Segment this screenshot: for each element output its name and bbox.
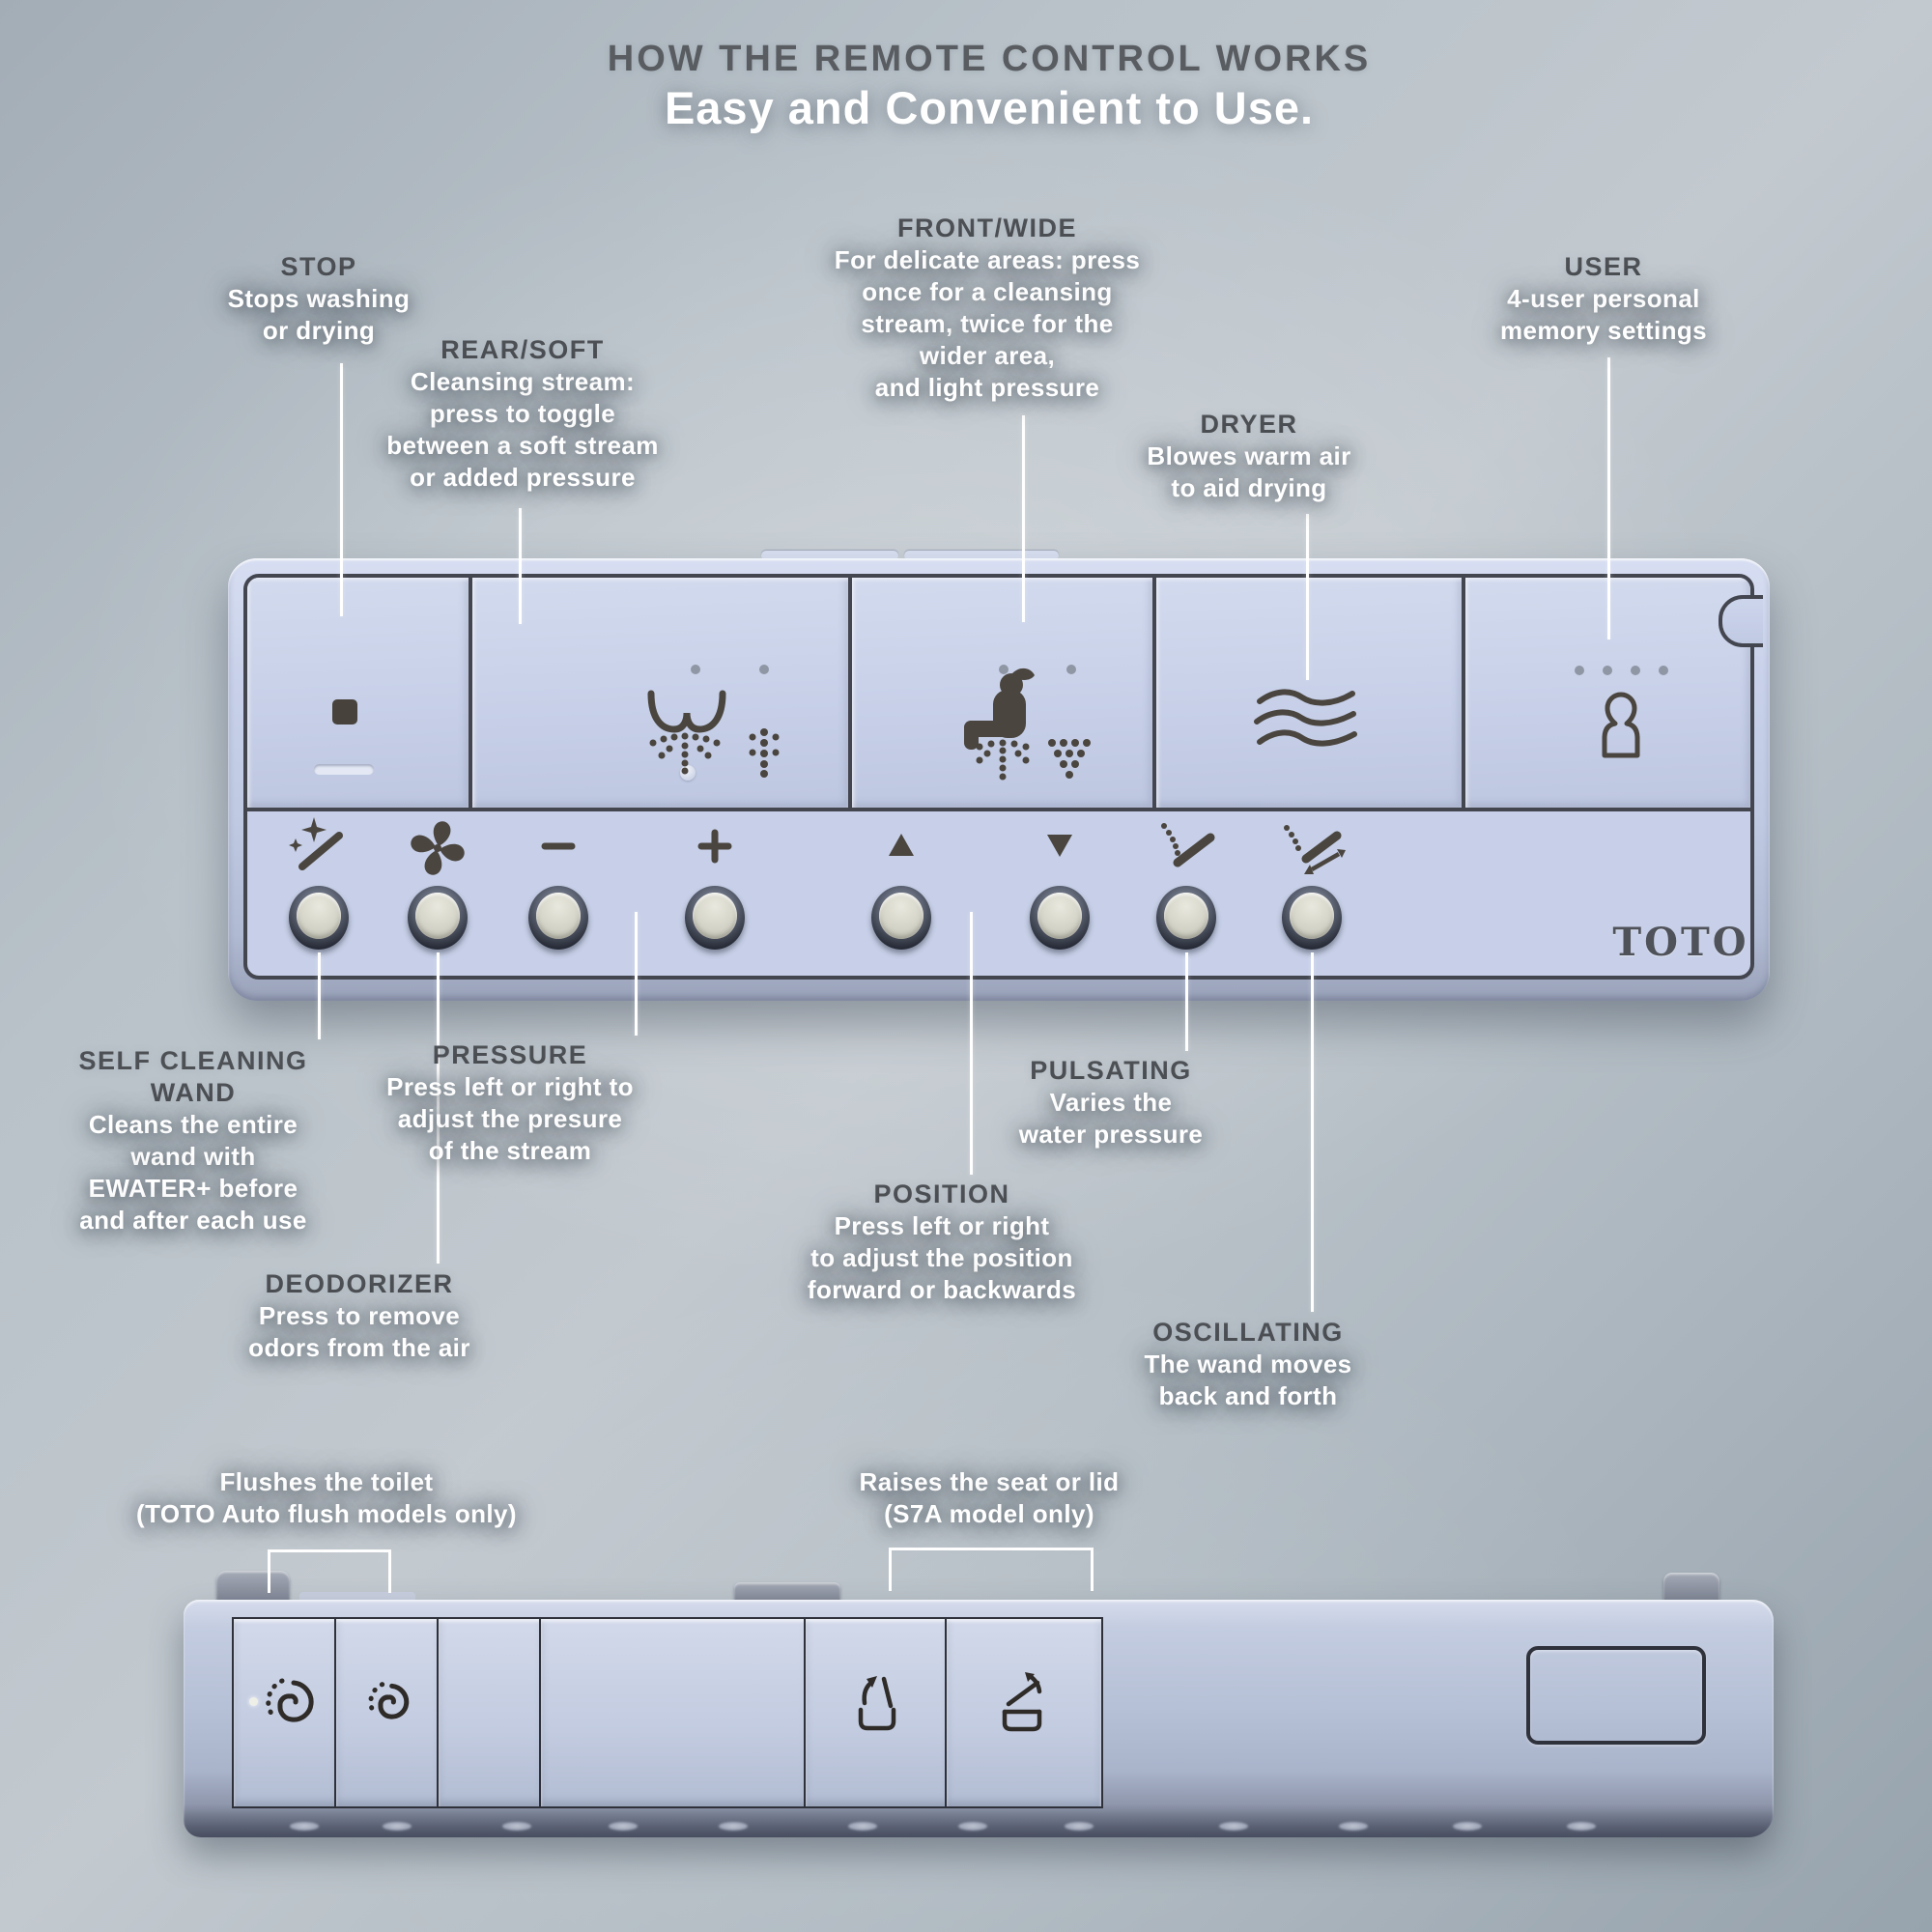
label-title: FRONT/WIDE [897, 213, 1077, 242]
remote-foot [502, 1822, 531, 1831]
label-title: WAND [150, 1078, 237, 1107]
dryer-icon [1244, 678, 1379, 761]
self-cleaning-wand-icon [285, 814, 353, 882]
label-title: PRESSURE [432, 1040, 588, 1069]
hanger-notch [1719, 595, 1763, 647]
blank-wide-button [539, 1617, 810, 1808]
label-lines [720, 1210, 1164, 1306]
label-line: Press left or right [834, 1211, 1050, 1240]
label-line: Press left or right to [386, 1072, 634, 1101]
label-title: DEODORIZER [265, 1269, 454, 1298]
leader-line-self-cleaning-wand [318, 952, 321, 1039]
label-line: or drying [262, 316, 376, 345]
label-line: The wand moves [1144, 1350, 1352, 1378]
label-line: Cleansing stream: [410, 367, 636, 396]
oscillating-icon [1276, 809, 1351, 884]
button-cap [1290, 893, 1334, 939]
user-icon [1546, 649, 1700, 780]
position-up-button[interactable] [871, 886, 931, 950]
label-deodorizer [137, 1268, 582, 1364]
label-title: POSITION [873, 1179, 1010, 1208]
label-line: or added pressure [410, 463, 636, 492]
position-down-button[interactable] [1030, 886, 1090, 950]
remote-foot [1219, 1822, 1248, 1831]
label-rear-soft [300, 334, 745, 494]
bracket-flush [268, 1549, 391, 1593]
pressure-plus-button[interactable] [685, 886, 745, 950]
button-cap [297, 893, 341, 939]
label-line: Blowes warm air [1147, 441, 1351, 470]
label-dryer [1027, 409, 1471, 504]
label-lines [765, 244, 1209, 404]
label-line: Raises the seat or lid [859, 1467, 1120, 1496]
page-subtitle: Easy and Convenient to Use. [664, 82, 1315, 133]
label-line: 4-user personal [1507, 284, 1700, 313]
rear-soft-icon [626, 649, 819, 794]
oscillating-button[interactable] [1282, 886, 1342, 950]
button-cap [1037, 893, 1082, 939]
front-wide-icon [918, 649, 1140, 804]
label-lines [1381, 283, 1826, 347]
button-cap [415, 893, 460, 939]
label-line: and after each use [79, 1206, 307, 1235]
label-line: and light pressure [874, 373, 1100, 402]
leader-line-pulsating [1185, 952, 1188, 1051]
remote-foot [609, 1822, 638, 1831]
label-line: odors from the air [248, 1333, 470, 1362]
button-cap [536, 893, 581, 939]
label-pulsating [889, 1055, 1333, 1151]
label-flush [104, 1466, 549, 1530]
remote-foot [1453, 1822, 1482, 1831]
stop-icon [332, 699, 357, 724]
label-line: For delicate areas: press [834, 245, 1141, 274]
label-stop [97, 251, 541, 347]
label-line: Stops washing [227, 284, 411, 313]
label-line: memory settings [1499, 316, 1708, 345]
triangle-up-icon [867, 814, 935, 882]
lid-raise-icon [987, 1667, 1057, 1737]
label-line: press to toggle [429, 399, 616, 428]
label-line: Press to remove [258, 1301, 461, 1330]
label-lines [889, 1087, 1333, 1151]
button-cap [693, 893, 737, 939]
row-divider [247, 808, 1750, 811]
label-lines [288, 1071, 732, 1167]
label-pressure [288, 1039, 732, 1167]
button-cap [1164, 893, 1208, 939]
label-line: Varies the [1049, 1088, 1173, 1117]
button-divider [848, 578, 852, 808]
button-divider [1462, 578, 1465, 808]
leader-line-user [1607, 357, 1610, 639]
remote-foot [383, 1822, 412, 1831]
pulsating-button[interactable] [1156, 886, 1216, 950]
deodorizer-fan-icon [404, 814, 471, 882]
label-raise [767, 1466, 1211, 1530]
label-title: STOP [280, 252, 357, 281]
pulsating-icon [1152, 810, 1224, 882]
label-oscillating [1026, 1317, 1470, 1412]
label-line: forward or backwards [807, 1275, 1077, 1304]
label-line: stream, twice for the [861, 309, 1114, 338]
leader-line-front-wide [1022, 415, 1025, 622]
label-line: wider area, [919, 341, 1056, 370]
battery-cover [1526, 1646, 1706, 1745]
page-title: HOW THE REMOTE CONTROL WORKS [607, 39, 1372, 79]
flush-eco-spiral-icon [361, 1673, 419, 1731]
label-line: adjust the presure [397, 1104, 623, 1133]
label-title: SELF CLEANING [78, 1046, 308, 1075]
label-line: EWATER+ before [88, 1174, 298, 1203]
remote-foot [290, 1822, 319, 1831]
label-title: PULSATING [1030, 1056, 1192, 1085]
remote-foot [1065, 1822, 1094, 1831]
label-line: wand with [130, 1142, 256, 1171]
label-title: REAR/SOFT [440, 335, 605, 364]
minus-icon [525, 814, 592, 882]
label-position [720, 1179, 1164, 1306]
button-divider [469, 578, 472, 808]
label-line: water pressure [1018, 1120, 1204, 1149]
blank-button[interactable] [437, 1617, 545, 1808]
self-cleaning-wand-button[interactable] [289, 886, 349, 950]
plus-icon [681, 814, 749, 882]
triangle-down-icon [1026, 814, 1094, 882]
stop-led-window [314, 764, 374, 775]
label-lines [1027, 440, 1471, 504]
label-title: DRYER [1200, 410, 1298, 439]
remote-foot [848, 1822, 877, 1831]
label-title: OSCILLATING [1152, 1318, 1344, 1347]
label-line: Cleans the entire [88, 1110, 298, 1139]
label-front-wide [765, 213, 1209, 404]
remote-foot [958, 1822, 987, 1831]
label-line: Flushes the toilet [219, 1467, 434, 1496]
remote-foot [719, 1822, 748, 1831]
label-line: once for a cleansing [862, 277, 1113, 306]
label-line: to aid drying [1171, 473, 1327, 502]
button-cap [879, 893, 923, 939]
label-line: of the stream [428, 1136, 592, 1165]
leader-line-dryer [1306, 514, 1309, 680]
leader-line-rear-soft [519, 508, 522, 624]
label-user [1381, 251, 1826, 347]
label-lines [767, 1466, 1211, 1530]
label-lines [137, 1300, 582, 1364]
label-line: back and forth [1158, 1381, 1338, 1410]
leader-line-pressure [635, 912, 638, 1036]
pressure-minus-button[interactable] [528, 886, 588, 950]
label-line: (S7A model only) [884, 1499, 1094, 1528]
remote-foot [1339, 1822, 1368, 1831]
remote-foot [1567, 1822, 1596, 1831]
label-line: to adjust the position [810, 1243, 1073, 1272]
label-line: (TOTO Auto flush models only) [136, 1499, 517, 1528]
label-line: between a soft stream [386, 431, 659, 460]
deodorizer-button[interactable] [408, 886, 468, 950]
button-divider [1152, 578, 1156, 808]
label-lines [1026, 1349, 1470, 1412]
label-lines [104, 1466, 549, 1530]
bracket-raise [889, 1548, 1094, 1591]
brand-logo: TOTO [1612, 920, 1749, 965]
seat-raise-icon [842, 1667, 912, 1737]
label-lines [300, 366, 745, 494]
label-title: USER [1564, 252, 1643, 281]
flush-spiral-icon [257, 1667, 327, 1737]
